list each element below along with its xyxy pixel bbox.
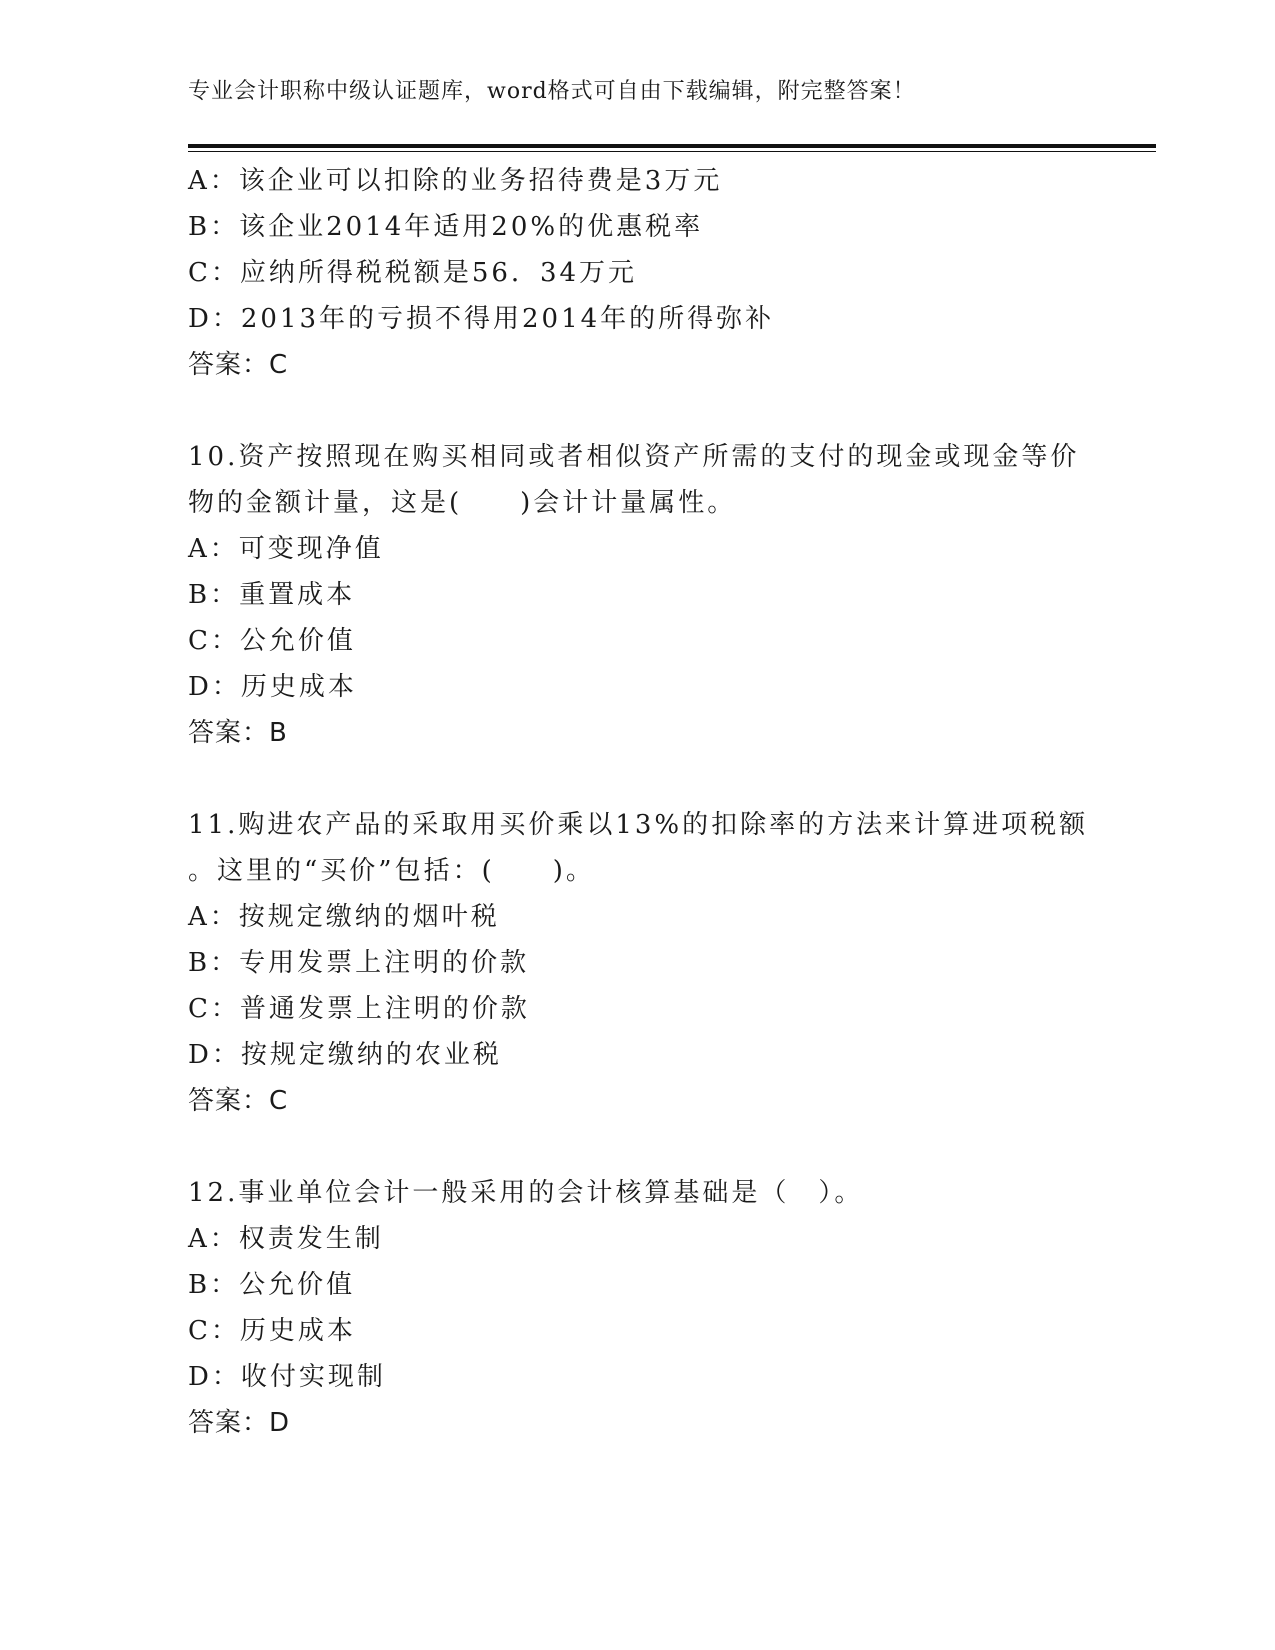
question-text-line-2: 物的金额计量，这是( )会计计量属性。 xyxy=(188,488,737,518)
option-c: C：公允价值 xyxy=(188,626,356,656)
option-b: B：专用发票上注明的价款 xyxy=(188,948,530,978)
question-block-12 xyxy=(188,1170,1088,1446)
option-b: B：公允价值 xyxy=(188,1270,356,1300)
option-c: C：应纳所得税税额是56．34万元 xyxy=(188,258,638,288)
option-b: B：该企业2014年适用20%的优惠税率 xyxy=(188,212,704,242)
option-d: D：2013年的亏损不得用2014年的所得弥补 xyxy=(188,304,775,334)
option-a: A：可变现净值 xyxy=(188,534,384,564)
question-text-line-1: 11.购进农产品的采取用买价乘以13%的扣除率的方法来计算进项税额 xyxy=(188,810,1089,840)
option-d: D：历史成本 xyxy=(188,672,357,702)
question-text-line-1: 12.事业单位会计一般采用的会计核算基础是（ ）。 xyxy=(188,1178,864,1208)
question-block-10 xyxy=(188,434,1088,756)
option-a: A：按规定缴纳的烟叶税 xyxy=(188,902,500,932)
option-c: C：历史成本 xyxy=(188,1316,356,1346)
header-rule-thin xyxy=(188,151,1156,152)
question-block-11 xyxy=(188,802,1088,1124)
header-rule-thick xyxy=(188,144,1156,148)
answer: 答案：C xyxy=(188,350,289,380)
block-gap xyxy=(188,1124,1088,1170)
option-a: A：该企业可以扣除的业务招待费是3万元 xyxy=(188,166,723,196)
question-text-line-1: 10.资产按照现在购买相同或者相似资产所需的支付的现金或现金等价 xyxy=(188,442,1080,472)
option-b: B：重置成本 xyxy=(188,580,356,610)
option-d: D：收付实现制 xyxy=(188,1362,386,1392)
page-header: 专业会计职称中级认证题库，word格式可自由下载编辑，附完整答案！ xyxy=(188,79,916,104)
block-gap xyxy=(188,756,1088,802)
question-text-line-2: 。这里的“买价”包括：( )。 xyxy=(188,856,595,886)
option-a: A：权责发生制 xyxy=(188,1224,384,1254)
answer: 答案：D xyxy=(188,1408,291,1438)
question-list xyxy=(188,158,1088,1446)
option-c: C：普通发票上注明的价款 xyxy=(188,994,530,1024)
answer: 答案：B xyxy=(188,718,288,748)
option-d: D：按规定缴纳的农业税 xyxy=(188,1040,502,1070)
answer: 答案：C xyxy=(188,1086,289,1116)
question-block-9 xyxy=(188,158,1088,388)
block-gap xyxy=(188,388,1088,434)
